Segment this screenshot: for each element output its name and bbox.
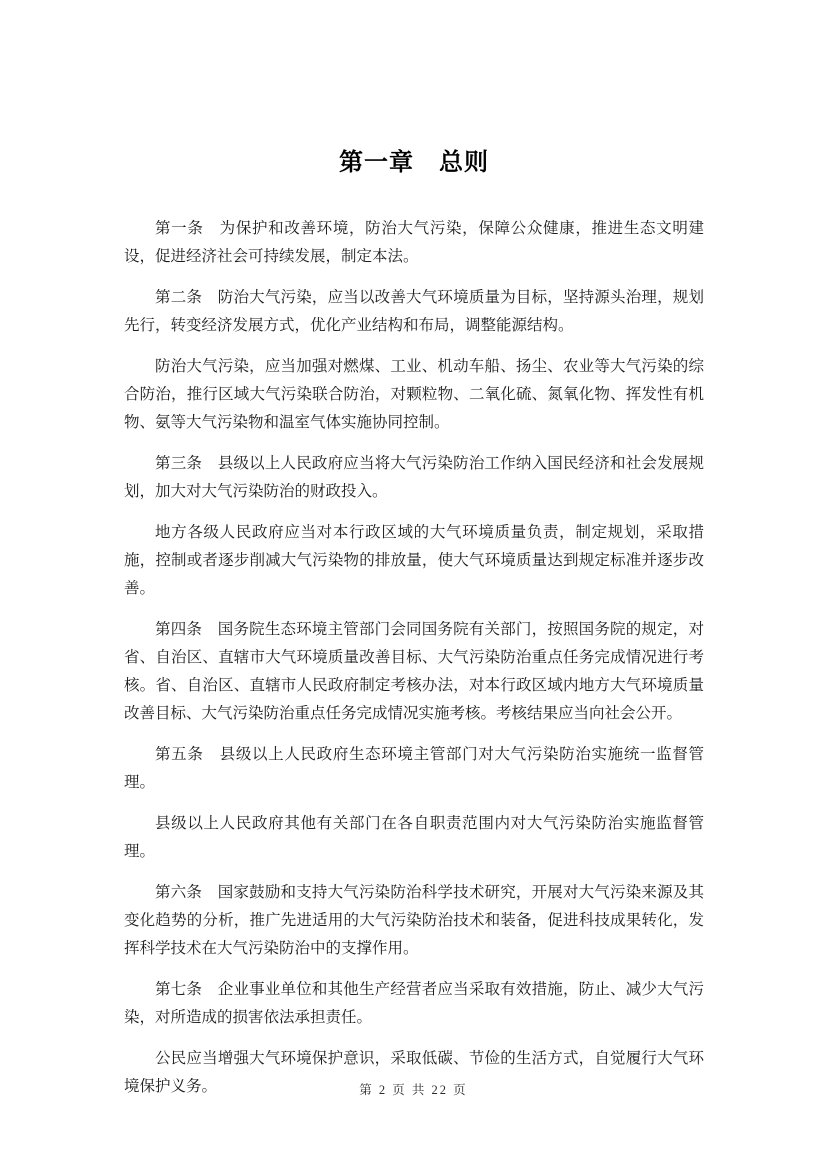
- page-number: 第 2 页 共 22 页: [359, 1083, 468, 1097]
- chapter-title: 第一章 总则: [339, 149, 489, 176]
- article-paragraph: 第五条 县级以上人民政府生态环境主管部门对大气污染防治实施统一监督管理。: [124, 746, 704, 791]
- article-paragraph: 公民应当增强大气环境保护意识，采取低碳、节俭的生活方式，自觉履行大气环境保护义务。: [124, 1050, 704, 1095]
- article-paragraph: 地方各级人民政府应当对本行政区域的大气环境质量负责，制定规划，采取措施，控制或者逐步削减大气污染物的排放量，使大气环境质量达到规定标准并逐步改善。: [124, 524, 704, 597]
- document-content: [124, 148, 704, 1114]
- article-paragraph: 第一条 为保护和改善环境，防治大气污染，保障公众健康，推进生态文明建设，促进经济社会可持续发展，制定本法。: [124, 220, 704, 265]
- article-paragraph: 防治大气污染，应当加强对燃煤、工业、机动车船、扬尘、农业等大气污染的综合防治，推行区域大气污染联合防治，对颗粒物、二氧化硫、氮氧化物、挥发性有机物、氨等大气污染物和温室气体实施协同控制。: [124, 358, 704, 431]
- article-paragraph: 第七条 企业事业单位和其他生产经营者应当采取有效措施，防止、减少大气污染，对所造成的损害依法承担责任。: [124, 981, 704, 1026]
- article-paragraph: 第六条 国家鼓励和支持大气污染防治科学技术研究，开展对大气污染来源及其变化趋势的分析，推广先进适用的大气污染防治技术和装备，促进科技成果转化，发挥科学技术在大气污染防治中的支撑作用。: [124, 884, 704, 957]
- article-paragraph: 县级以上人民政府其他有关部门在各自职责范围内对大气污染防治实施监督管理。: [124, 815, 704, 860]
- article-paragraph: 第三条 县级以上人民政府应当将大气污染防治工作纳入国民经济和社会发展规划，加大对大气污染防治的财政投入。: [124, 455, 704, 500]
- article-paragraph: 第四条 国务院生态环境主管部门会同国务院有关部门，按照国务院的规定，对省、自治区、直辖市大气环境质量改善目标、大气污染防治重点任务完成情况进行考核。省、自治区、直辖市人民政府制定考核办法，对本行政区域内地方大气环境质量改善目标、大气污染防治重点任务完成情况实施考核。考核结果应当向社会公开。: [124, 621, 704, 722]
- article-paragraph: 第二条 防治大气污染，应当以改善大气环境质量为目标，坚持源头治理，规划先行，转变经济发展方式，优化产业结构和布局，调整能源结构。: [124, 289, 704, 334]
